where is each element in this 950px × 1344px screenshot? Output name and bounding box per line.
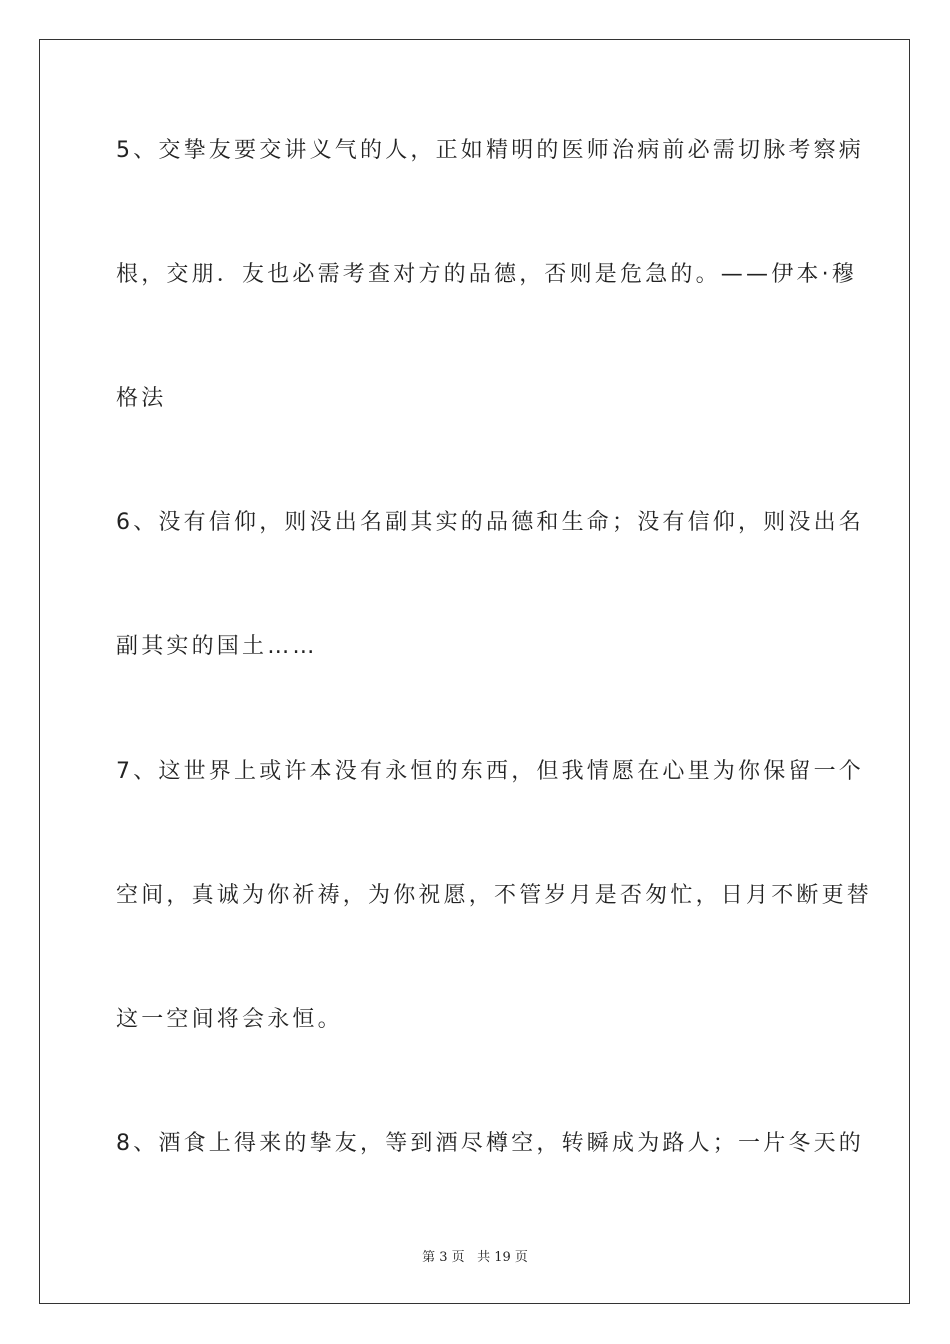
page-border [39, 39, 910, 1304]
text-line-7: 空间，真诚为你祈祷，为你祝愿，不管岁月是否匆忙，日月不断更替 [116, 883, 873, 908]
text-line-6: 7、这世界上或许本没有永恒的东西，但我情愿在心里为你保留一个 [116, 759, 864, 784]
page-footer [0, 1246, 950, 1265]
text-line-9: 8、酒食上得来的挚友，等到酒尽樽空，转瞬成为路人；一片冬天的 [116, 1131, 864, 1156]
text-line-2: 根，交朋．友也必需考查对方的品德，否则是危急的。——伊本·穆 [116, 262, 857, 287]
page-number: 第 3 页 [422, 1250, 465, 1265]
text-line-8: 这一空间将会永恒。 [116, 1007, 343, 1032]
text-line-3: 格法 [116, 386, 167, 411]
text-line-1: 5、交挚友要交讲义气的人，正如精明的医师治病前必需切脉考察病 [116, 138, 864, 163]
text-line-5: 副其实的国土…… [116, 634, 318, 659]
page-total: 共 19 页 [477, 1250, 528, 1265]
text-line-4: 6、没有信仰，则没出名副其实的品德和生命；没有信仰，则没出名 [116, 510, 864, 535]
